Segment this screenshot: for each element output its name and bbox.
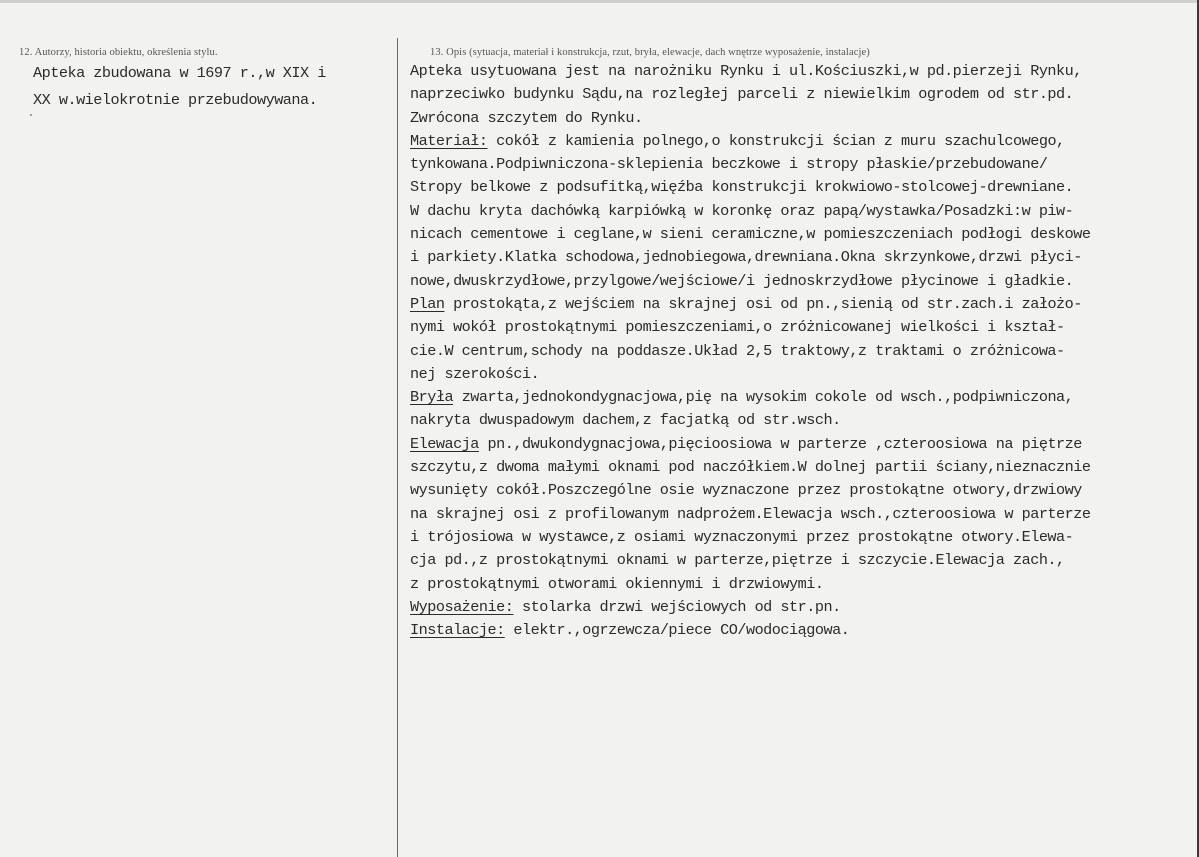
description-line xyxy=(410,176,1195,199)
description-line-text: nej szerokości. xyxy=(410,364,540,383)
description-line-text: wysunięty cokół.Poszczególne osie wyznaczone przez prostokątne otwory,drzwiowy xyxy=(410,481,1082,500)
description-line xyxy=(410,223,1195,246)
description-line xyxy=(410,246,1195,269)
description-line xyxy=(410,619,1195,642)
description-line xyxy=(410,596,1195,619)
description-line xyxy=(410,200,1195,223)
description-line-text: nymi wokół prostokątnymi pomieszczeniami,o zróżnicowanej wielkości i kształ- xyxy=(410,318,1065,337)
description-line-text: pn.,dwukondygnacjowa,pięcioosiowa w parterze ,czteroosiowa na piętrze xyxy=(478,434,1082,453)
description-line-text: nowe,dwuskrzydłowe,przylgowe/wejściowe/i jednoskrzydłowe płycinowe i gładkie. xyxy=(410,271,1074,290)
description-line-text: stolarka drzwi wejściowych od str.pn. xyxy=(513,597,841,616)
description-line xyxy=(410,363,1195,386)
description-line-text: naprzeciwko budynku Sądu,na rozległej parceli z niewielkim ogrodem od str.pd. xyxy=(410,85,1074,104)
field-12-label: 12. Autorzy, historia obiektu, określenia stylu. xyxy=(19,47,218,58)
section-heading: Elewacja xyxy=(410,434,479,453)
description-line xyxy=(410,340,1195,363)
section-heading: Plan xyxy=(410,294,445,313)
description-line xyxy=(410,526,1195,549)
description-line xyxy=(410,479,1195,502)
description-line xyxy=(410,293,1195,316)
description-line xyxy=(410,83,1195,106)
description-line-text: nicach cementowe i ceglane,w sieni ceramiczne,w pomieszczeniach podłogi deskowe xyxy=(410,225,1091,244)
description-line xyxy=(410,549,1195,572)
history-line: Apteka zbudowana w 1697 r.,w XIX i xyxy=(33,64,326,82)
description-line xyxy=(410,409,1195,432)
description-line xyxy=(410,433,1195,456)
description-line-text: cja pd.,z prostokątnymi oknami w parterze,piętrze i szczycie.Elewacja zach., xyxy=(410,551,1065,570)
description-line xyxy=(410,153,1195,176)
description-line xyxy=(410,456,1195,479)
description-line xyxy=(410,503,1195,526)
description-line-text: cie.W centrum,schody na poddasze.Układ 2,5 traktowy,z traktami o zróżnicowa- xyxy=(410,341,1065,360)
description-line xyxy=(410,316,1195,339)
description-line-text: prostokąta,z wejściem na skrajnej osi od pn.,sienią od str.zach.i założo- xyxy=(444,294,1082,313)
description-line-text: cokół z kamienia polnego,o konstrukcji ścian z muru szachulcowego, xyxy=(487,131,1065,150)
description-line-text: Apteka usytuowana jest na narożniku Rynku i ul.Kościuszki,w pd.pierzeji Rynku, xyxy=(410,62,1082,80)
description-text xyxy=(410,60,1195,642)
field-13-label: 13. Opis (sytuacja, materiał i konstrukcja, rzut, bryła, elewacje, dach wnętrze wyposażenie, instalacje) xyxy=(430,47,870,58)
section-heading: Wyposażenie: xyxy=(410,597,514,616)
description-line xyxy=(410,386,1195,409)
description-line-text: i parkiety.Klatka schodowa,jednobiegowa,drewniana.Okna skrzynkowe,drzwi płyci- xyxy=(410,248,1082,267)
history-line: XX w.wielokrotnie przebudowywana. xyxy=(33,91,318,109)
section-heading: Bryła xyxy=(410,388,454,407)
section-heading: Materiał: xyxy=(410,131,488,150)
description-line-text: zwarta,jednokondygnacjowa,pię na wysokim cokole od wsch.,podpiwniczona, xyxy=(453,388,1074,407)
description-line-text: tynkowana.Podpiwniczona-sklepienia beczkowe i stropy płaskie/przebudowane/ xyxy=(410,155,1048,174)
description-line-text: Stropy belkowe z podsufitką,więźba konstrukcji krokwiowo-stolcowej-drewniane. xyxy=(410,178,1074,197)
description-line-text: szczytu,z dwoma małymi oknami pod naczółkiem.W dolnej partii ściany,nieznacznie xyxy=(410,458,1091,477)
sheet-top-edge xyxy=(0,0,1199,3)
description-line-text: na skrajnej osi z profilowanym nadprożem.Elewacja wsch.,czteroosiowa w parterze xyxy=(410,504,1091,523)
description-line xyxy=(410,270,1195,293)
ink-speck xyxy=(30,114,32,116)
description-line xyxy=(410,107,1195,130)
history-text xyxy=(33,60,326,114)
section-heading: Instalacje: xyxy=(410,621,505,640)
description-line-text: elektr.,ogrzewcza/piece CO/wodociągowa. xyxy=(504,621,850,640)
description-line-text: W dachu kryta dachówką karpiówką w koronkę oraz papą/wystawka/Posadzki:w piw- xyxy=(410,201,1074,220)
description-line-text: i trójosiowa w wystawce,z osiami wyznaczonymi przez prostokątne otwory.Elewa- xyxy=(410,527,1074,546)
description-line-text: z prostokątnymi otworami okiennymi i drzwiowymi. xyxy=(410,574,824,593)
column-divider xyxy=(397,38,398,857)
description-line-text: Zwrócona szczytem do Rynku. xyxy=(410,108,643,127)
description-line xyxy=(410,60,1195,83)
description-line xyxy=(410,130,1195,153)
description-line-text: nakryta dwuspadowym dachem,z facjatką od str.wsch. xyxy=(410,411,841,430)
description-line xyxy=(410,573,1195,596)
